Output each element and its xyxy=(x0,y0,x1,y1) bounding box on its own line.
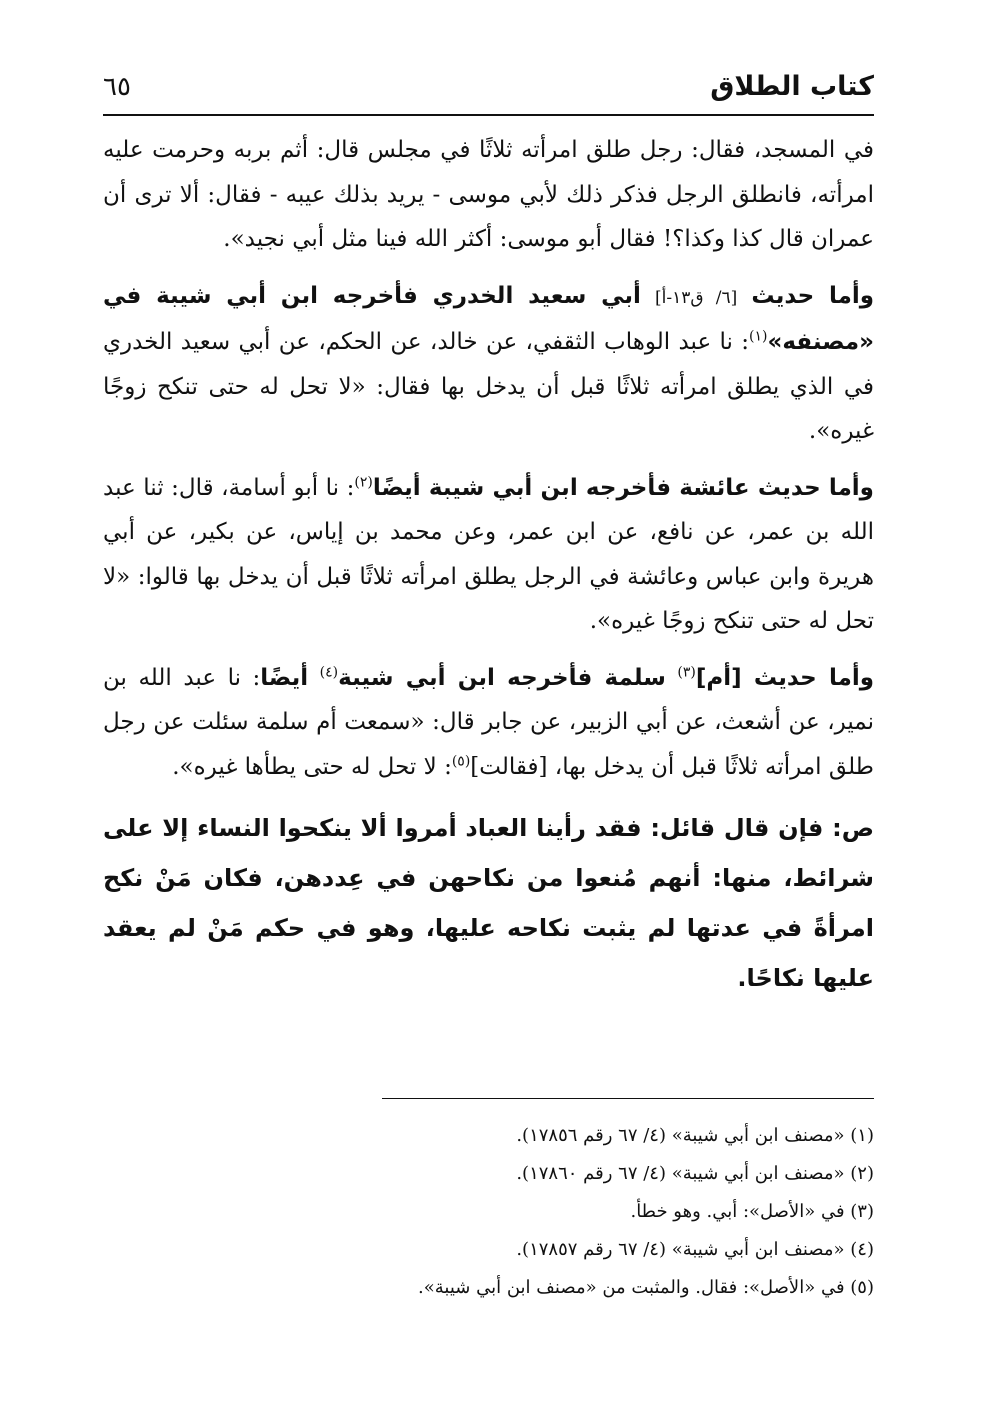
footnote-3: (٣) في «الأصل»: أبي. وهو خطأ. xyxy=(630,1201,874,1222)
paragraph-3-text: : نا أبو أسامة، قال: ثنا عبد الله بن عمر، عن نافع، عن ابن عمر، وعن محمد بن إياس، عن بكير، عن أبي هريرة وابن عباس وعائشة في الرجل يطلق امرأته ثلاثًا قبل أن يدخل بها قالوا: «لا تحل له حتى تنكح زوجًا غيره». xyxy=(103,474,874,634)
footnotes xyxy=(103,1117,874,1307)
footnote-4: (٤) «مصنف ابن أبي شيبة» (٤/ ٦٧ رقم ١٧٨٥٧). xyxy=(516,1239,874,1260)
footnote-marker: (٤) xyxy=(319,663,339,680)
footnote-marker: (٣) xyxy=(677,663,696,680)
hadith-heading: وأما حديث [أم] xyxy=(695,664,875,691)
footnote-marker: (١) xyxy=(749,328,768,345)
manuscript-reference: [٦/ ق١٣-أ] xyxy=(655,287,738,308)
paragraph-4-text: : نا عبد الله بن نمير، عن أشعث، عن أبي الزبير، عن جابر قال: «سمعت أم سلمة سئلت عن رجل طلق امرأته ثلاثًا قبل أن يدخل بها، [فقالت] xyxy=(103,664,874,780)
footnote-separator xyxy=(0,1098,874,1100)
paragraph-1 xyxy=(103,128,874,262)
hadith-source: سلمة فأخرجه ابن أبي شيبة xyxy=(338,664,666,691)
paragraph-2 xyxy=(103,274,874,454)
footnote-marker: (٢) xyxy=(354,473,373,490)
hadith-source-also: أيضًا xyxy=(260,664,309,691)
page-number: ٦٥ xyxy=(103,72,131,102)
paragraph-3 xyxy=(103,466,874,644)
hadith-source: أبي سعيد الخدري فأخرجه ابن أبي شيبة في «مصنفه» xyxy=(103,282,874,355)
paragraph-4-text-end: : لا تحل له حتى يطأها غيره». xyxy=(172,753,452,780)
paragraph-2-text: : نا عبد الوهاب الثقفي، عن خالد، عن الحكم، عن أبي سعيد الخدري في الذي يطلق امرأته ثلاثًا قبل أن يدخل بها فقال: «لا تحل له حتى تنكح زوجًا غيره». xyxy=(103,329,874,444)
matn-paragraph xyxy=(103,803,874,1003)
footnote-5: (٥) في «الأصل»: فقال. والمثبت من «مصنف ابن أبي شيبة». xyxy=(418,1277,874,1298)
footnote-marker: (٥) xyxy=(451,752,471,769)
main-text xyxy=(103,128,874,1003)
hadith-heading: وأما حديث عائشة فأخرجه ابن أبي شيبة أيضًا xyxy=(372,474,874,501)
page-header xyxy=(103,52,874,116)
matn-text: ص: فإن قال قائل: فقد رأينا العباد أمروا ألا ينكحوا النساء إلا على شرائط، منها: أنهم مُنعوا من نكاحهن في عِددهن، فكان مَنْ نكح امرأةً في عدتها لم يثبت نكاحه عليها، وهو في حكم مَنْ لم يعقد عليها نكاحًا. xyxy=(103,814,874,992)
paragraph-1-text: في المسجد، فقال: رجل طلق امرأته ثلاثًا في مجلس قال: أثم بربه وحرمت عليه امرأته، فانطلق الرجل فذكر ذلك لأبي موسى - يريد بذلك عيبه - فقال: ألا ترى أن عمران قال كذا وكذا؟! فقال أبو موسى: أكثر الله فينا مثل أبي نجيد». xyxy=(103,137,874,252)
chapter-title: كتاب الطلاق xyxy=(710,71,874,102)
paragraph-4 xyxy=(103,656,874,790)
footnote-1: (١) «مصنف ابن أبي شيبة» (٤/ ٦٧ رقم ١٧٨٥٦). xyxy=(516,1125,874,1146)
hadith-heading: وأما حديث xyxy=(751,282,875,309)
footnote-2: (٢) «مصنف ابن أبي شيبة» (٤/ ٦٧ رقم ١٧٨٦٠). xyxy=(516,1163,874,1184)
